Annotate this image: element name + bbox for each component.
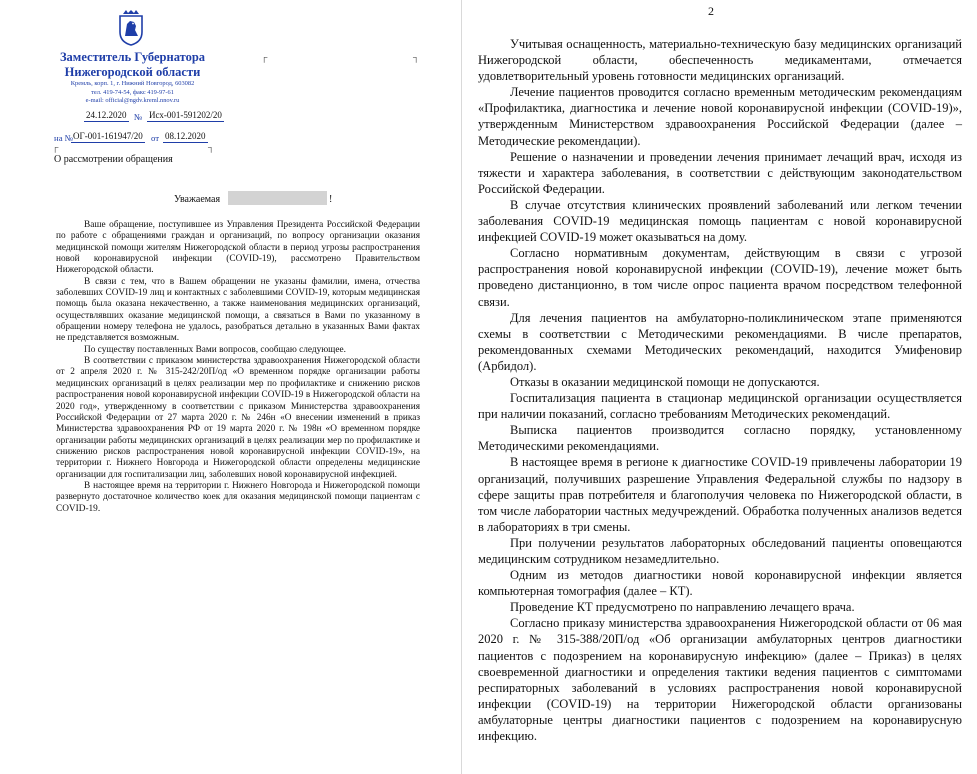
body-paragraph: Выписка пациентов производится согласно порядку, установленному Методическими рекомендациями. <box>478 423 962 454</box>
issuer-title-line1: Заместитель Губернатора <box>59 50 206 64</box>
body-paragraph: Ваше обращение, поступившее из Управления Президента Российской Федерации по работе с обращениями граждан и организаций, по вопросу организации оказания медицинской помощи жителям Нижегородской области в период угрозы распространения новой коронавирусной инфекции (COVID-19), рассмотрено Правительством Нижегородской области. <box>56 220 420 276</box>
salutation: Уважаемая <box>174 194 221 205</box>
body-paragraph: В настоящее время на территории г. Нижнего Новгорода и Нижегородской помощи развернуто достаточное количество коек для оказания медицинской помощи пациентам с COVID-19. <box>56 480 420 514</box>
body-paragraph: Лечение пациентов проводится согласно временным методическим рекомендациям «Профилактика, диагностика и лечение новой коронавирусной инфекции (COVID-19)», утвержденным Министерством здравоохранения Российской Федерации (далее – Методические рекомендации). <box>478 85 962 148</box>
reference-date: 08.12.2020 <box>165 131 206 141</box>
redacted-name <box>228 191 327 205</box>
coat-of-arms-icon <box>118 10 144 46</box>
body-paragraph: Отказы в оказании медицинской помощи не допускаются. <box>510 374 820 389</box>
letter-page-1 <box>0 0 462 774</box>
body-paragraph: Согласно нормативным документам, действующим в связи с угрозой распространения новой коронавирусной инфекции (COVID-19), лечение может быть проведено дистанционно, в том числе опрос пациента врачом посредством телефонной связи. <box>478 246 962 309</box>
from-label: от <box>151 133 160 143</box>
field-corner-mark: ┐ <box>208 142 215 152</box>
body-paragraph: В случае отсутствия клинических проявлений заболеваний или легком течении заболевания COVID-19 медицинская помощь пациентам с новой коронавирусной инфекцией COVID-19 может оказываться на дому. <box>478 197 962 245</box>
number-label: № <box>134 112 143 122</box>
issuer-address <box>40 80 225 106</box>
address-line2: тел. 419-74-54, факс 419-97-61 <box>91 88 174 96</box>
body-paragraph: Для лечения пациентов на амбулаторно-поликлиническом этапе применяются схемы в соответствии с Методическими рекомендациями. В числе препаратов, рекомендованных схемами Методических рекомендаций, находится Умифеновир (Арбидол). <box>478 310 962 373</box>
body-paragraph: Учитывая оснащенность, материально-техническую базу медицинских организаций Нижегородской области, обеспеченность медикаментами, отмечается удовлетворительный уровень готовности медицинских организаций. <box>478 37 962 84</box>
body-paragraph: По существу поставленных Вами вопросов, сообщаю следующее. <box>84 344 346 355</box>
body-paragraph: При получении результатов лабораторных обследований пациенты оповещаются медицинским сотрудником незамедлительно. <box>478 535 962 566</box>
letter-body <box>56 220 420 515</box>
outgoing-number: Исх-001-591202/20 <box>149 110 222 120</box>
field-corner-mark: ┐ <box>413 52 420 62</box>
reference-label: на № <box>54 133 74 143</box>
body-paragraph: В настоящее время в регионе к диагностике COVID-19 привлечены лаборатории 19 организаций, получивших разрешение Управления Федеральной службы по надзору в сфере защиты прав потребителя и благополучия человека по Нижегородской области, в том числе лаборатории частных медучреждений. Обработка полученных анализов ведется в лабораториях в три смены. <box>478 455 962 534</box>
field-corner-mark: ┌ <box>261 52 268 62</box>
body-paragraph: В соответствии с приказом министерства здравоохранения Нижегородской области от 2 апреля 2020 г. № 315-242/20П/од «О временном порядке организации работы медицинских организаций в целях реализации мер по профилактике и снижению рисков распространения новой коронавирусной инфекции COVID-19 в Нижегородской области на 2020 год», утвержденному в соответствии с приказом Министерства здравоохранения Российской Федерации от 27 марта 2020 г. № 246н «О внесении изменений в приказ Министерства здравоохранения РФ от 19 марта 2020 г. № 198н «О временном порядке организации работы медицинских организаций в целях реализации мер по профилактике и снижению рисков распространения новой коронавирусной инфекции COVID-19», на территории г. Нижнего Новгорода и Нижегородской области определены медицинские организации для госпитализации лиц, заболевших новой коронавирусной инфекцией. <box>56 356 420 480</box>
body-paragraph: В связи с тем, что в Вашем обращении не указаны фамилии, имена, отчества заболевших COVID-19 лиц и контактных с заболевшими COVID-19, которым медицинская помощь была оказана некачественно, а также наименования медицинских организаций, осуществлявших оказание медицинской помощи, а связаться в Вами по указанному в обращении номеру телефона не удалось, разобраться детально в указанных Вами фактах не представляется возможным. <box>56 276 420 344</box>
salutation-end: ! <box>329 194 333 205</box>
body-paragraph: Согласно приказу министерства здравоохранения Нижегородской области от 06 мая 2020 г. № 315-388/20П/од «Об организации амбулаторных центров диагностики пациентов с подозрением на коронавирусную инфекцию» (далее – Приказ) в целях своевременной диагностики и определения тактики ведения пациентов с симптомами респираторных заболеваний в условиях распространения новой коронавирусной инфекции (COVID-19) на территории Нижегородской области организованы амбулаторные центры диагностики пациентов с подозрением на коронавирусную инфекцию. <box>478 616 962 744</box>
body-paragraph: Одним из методов диагностики новой коронавирусной инфекции является компьютерная томография (далее – КТ). <box>478 568 962 599</box>
letter-body-page-2 <box>478 36 962 744</box>
letter-subject: О рассмотрении обращения <box>54 154 173 165</box>
body-paragraph: Госпитализация пациента в стационар медицинской организации осуществляется при наличии показаний, согласно требованиям Методических рекомендаций. <box>478 391 962 422</box>
issuer-title <box>40 50 225 80</box>
address-line3: e-mail: official@ngdv.kreml.nnov.ru <box>85 97 180 105</box>
address-line1: Кремль, корп. 1, г. Нижний Новгород, 603082 <box>70 80 195 87</box>
body-paragraph: Проведение КТ предусмотрено по направлению лечащего врача. <box>510 600 855 615</box>
reference-number: ОГ-001-161947/20 <box>73 131 143 141</box>
body-paragraph: Решение о назначении и проведении лечения принимает лечащий врач, исходя из тяжести и характера заболевания, в соответствии с действующим законодательством Российской Федерации. <box>478 149 962 196</box>
field-corner-mark: ┌ <box>52 142 59 152</box>
issuer-title-line2: Нижегородской области <box>64 65 201 79</box>
outgoing-date: 24.12.2020 <box>86 110 127 120</box>
page-number: 2 <box>708 4 714 18</box>
